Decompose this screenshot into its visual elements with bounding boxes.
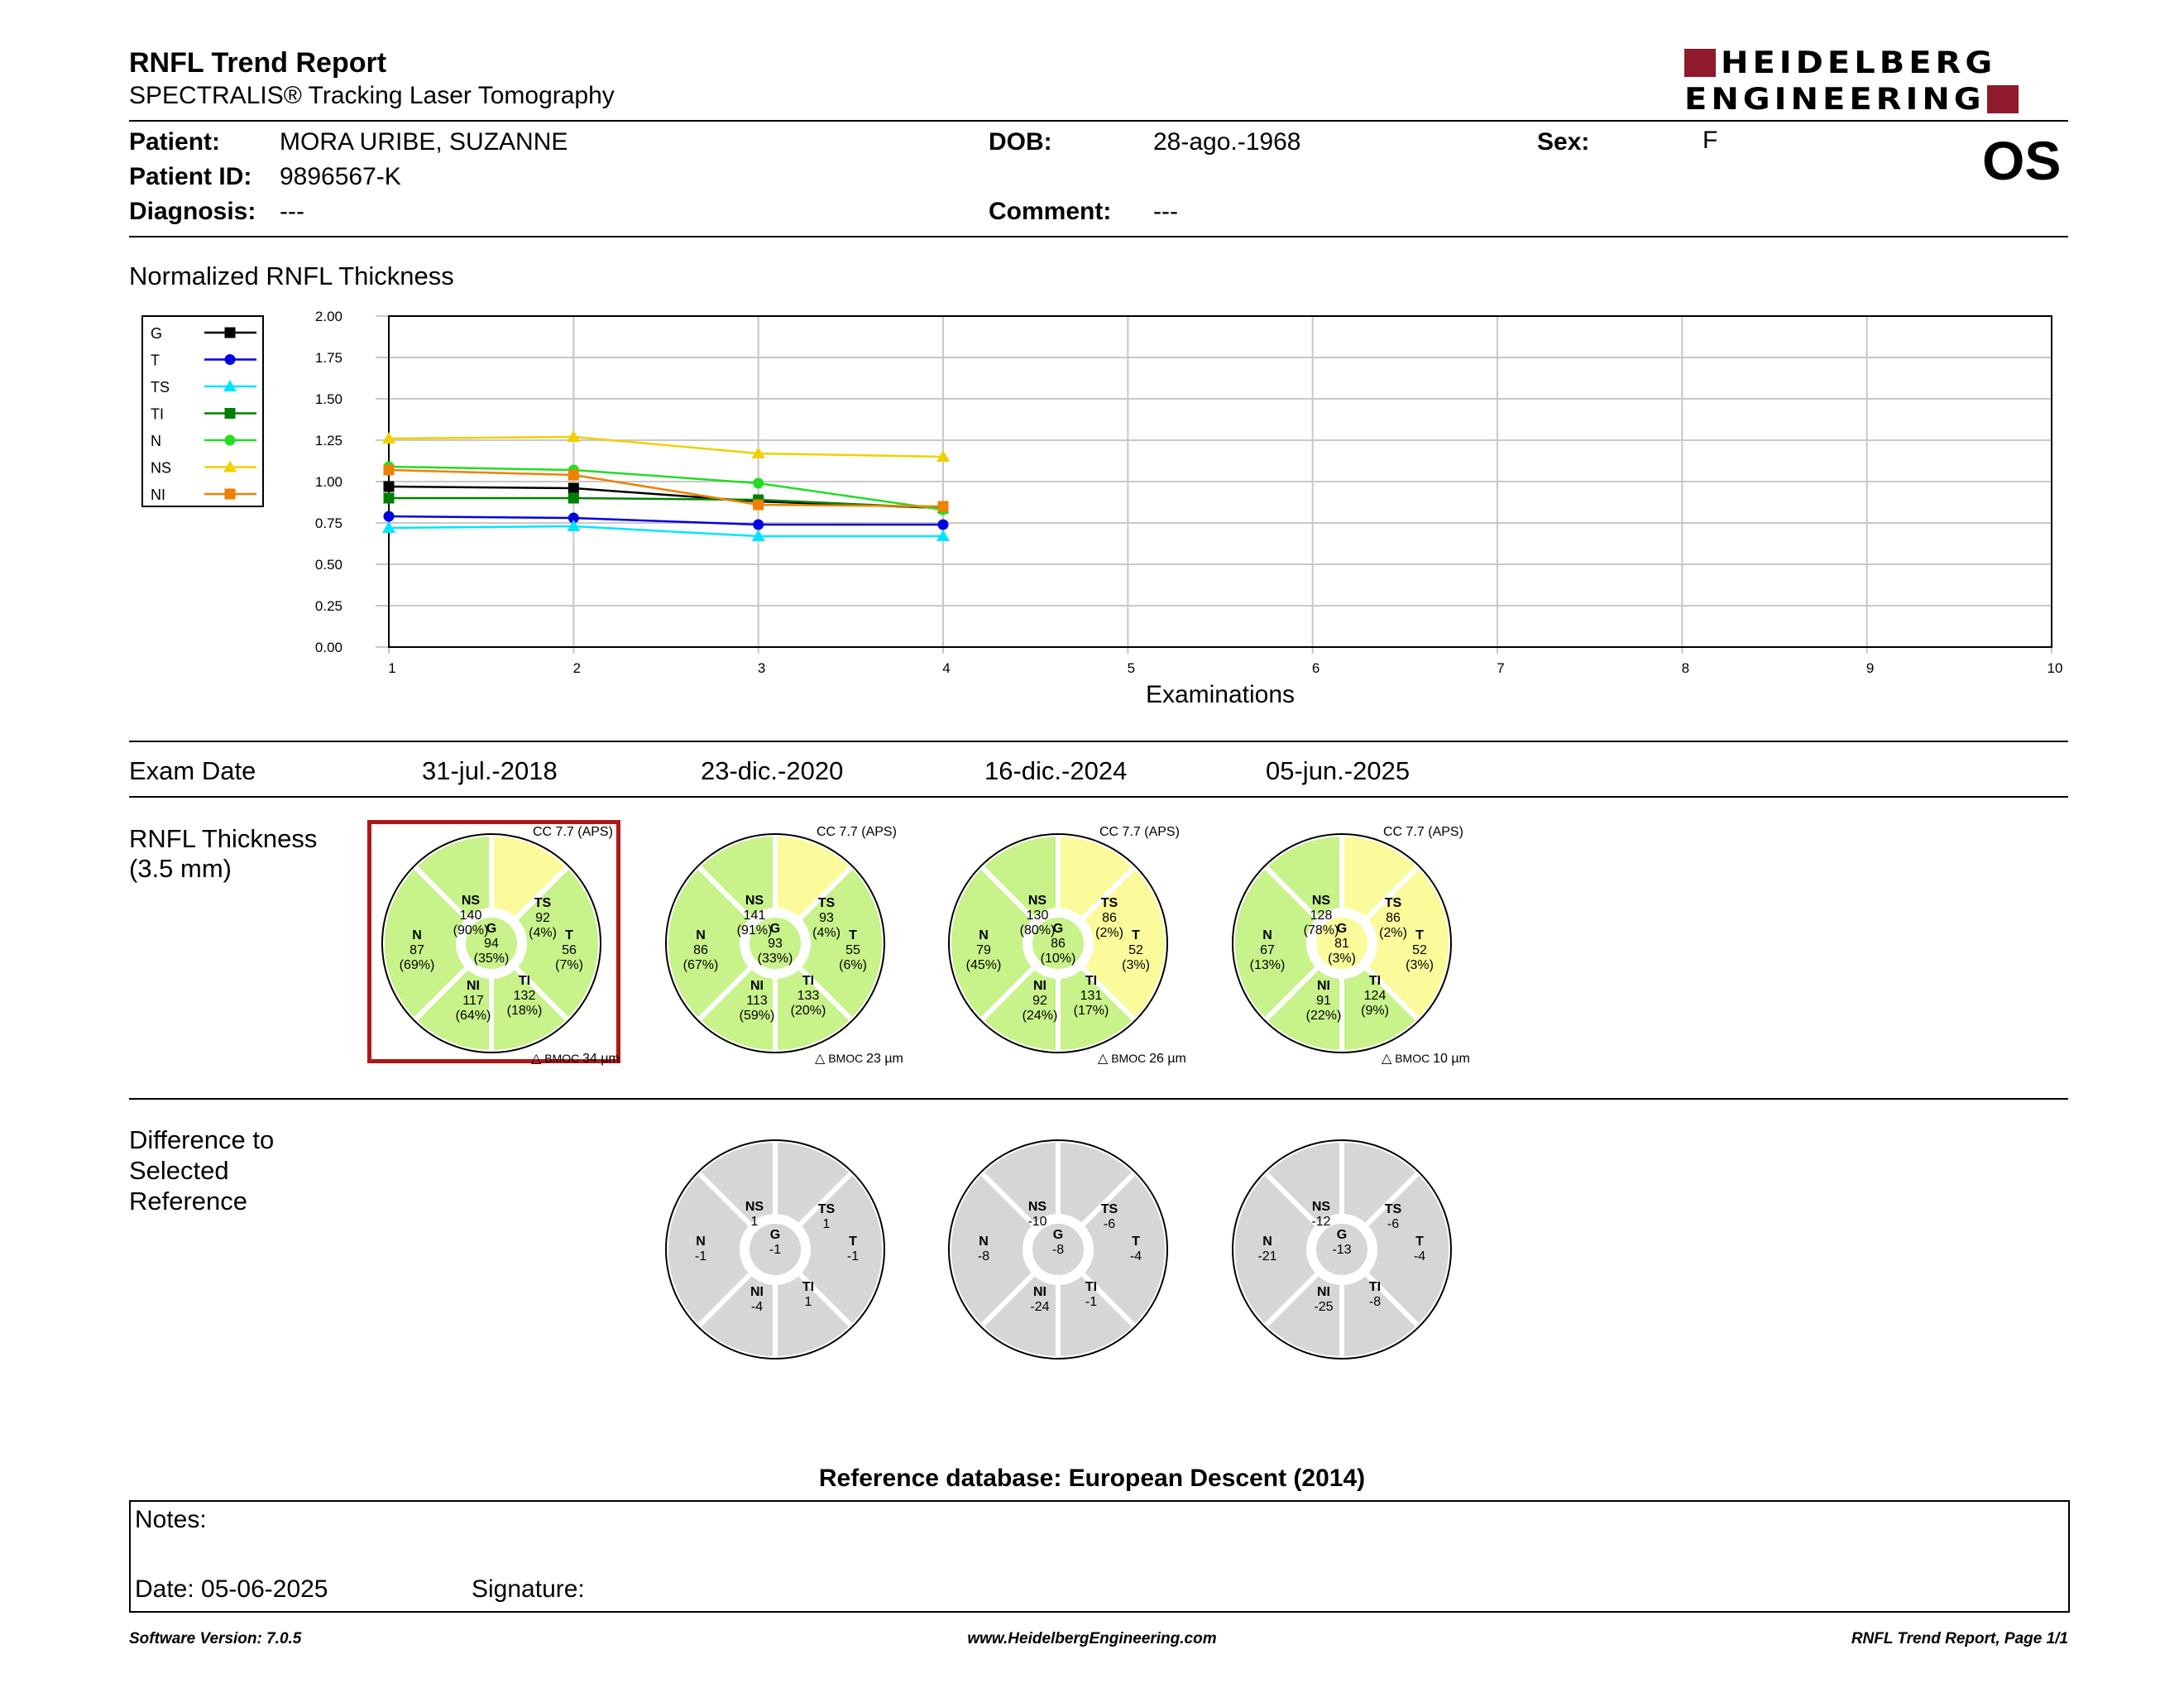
svg-text:T: T bbox=[1415, 1235, 1424, 1249]
svg-text:-4: -4 bbox=[1413, 1249, 1426, 1264]
svg-text:G: G bbox=[769, 1228, 781, 1242]
svg-text:N: N bbox=[696, 928, 706, 942]
svg-text:(3%): (3%) bbox=[1328, 952, 1356, 966]
bmo-offset bbox=[1382, 1050, 1470, 1067]
svg-text:TI: TI bbox=[518, 974, 531, 988]
sector-label-ni bbox=[750, 1285, 764, 1314]
delta-icon: △ bbox=[531, 1052, 542, 1066]
difference-sector-map[interactable] bbox=[1218, 1125, 1466, 1374]
svg-text:(2%): (2%) bbox=[1379, 926, 1407, 940]
logo-word-engineering: ENGINEERING bbox=[1684, 81, 1985, 117]
svg-text:79: 79 bbox=[976, 943, 991, 957]
logo-square-icon bbox=[1987, 85, 2019, 113]
x-tick-label: 10 bbox=[2047, 660, 2063, 676]
svg-text:NI: NI bbox=[467, 979, 480, 993]
rnfl-sector-map[interactable] bbox=[934, 819, 1182, 1067]
svg-text:TI: TI bbox=[1085, 1280, 1098, 1294]
difference-sector-map[interactable] bbox=[651, 1125, 899, 1374]
svg-text:(24%): (24%) bbox=[1022, 1009, 1058, 1023]
exam-date-label: Exam Date bbox=[129, 756, 256, 785]
y-tick-label: 0.50 bbox=[314, 557, 342, 573]
series-point bbox=[384, 465, 395, 476]
notes-date: Date: 05-06-2025 bbox=[135, 1575, 328, 1603]
chart-legend bbox=[142, 316, 263, 506]
legend-label: TI bbox=[151, 405, 164, 423]
svg-text:(10%): (10%) bbox=[1040, 952, 1076, 966]
reference-database: Reference database: European Descent (2014) bbox=[818, 1465, 1366, 1492]
difference-label-line1: Difference to bbox=[129, 1125, 275, 1154]
svg-text:T: T bbox=[1132, 1235, 1140, 1249]
svg-text:-10: -10 bbox=[1027, 1215, 1047, 1229]
svg-text:117: 117 bbox=[462, 994, 484, 1008]
svg-text:92: 92 bbox=[535, 911, 550, 925]
svg-text:-25: -25 bbox=[1314, 1300, 1334, 1314]
svg-text:1: 1 bbox=[822, 1217, 831, 1231]
heidelberg-engineering-logo bbox=[1684, 46, 2068, 116]
svg-text:94: 94 bbox=[484, 937, 499, 951]
bmo-prefix: BMOC bbox=[825, 1052, 867, 1065]
svg-text:TI: TI bbox=[1085, 974, 1098, 988]
svg-text:140: 140 bbox=[459, 909, 482, 923]
svg-text:92: 92 bbox=[1032, 994, 1047, 1008]
diagnosis-value: --- bbox=[280, 198, 304, 225]
svg-text:56: 56 bbox=[562, 943, 577, 957]
x-axis-label: Examinations bbox=[1145, 681, 1296, 708]
logo-word-heidelberg: HEIDELBERG bbox=[1721, 45, 1997, 81]
legend-marker bbox=[225, 408, 236, 419]
x-tick-label: 4 bbox=[942, 660, 951, 676]
svg-text:N: N bbox=[1262, 928, 1272, 942]
svg-text:-8: -8 bbox=[977, 1249, 990, 1264]
svg-text:128: 128 bbox=[1310, 909, 1333, 923]
patient-label: Patient: bbox=[129, 128, 221, 156]
svg-text:93: 93 bbox=[819, 911, 834, 925]
legend-label: NS bbox=[151, 459, 172, 477]
sector-label-n bbox=[695, 1235, 706, 1264]
svg-text:T: T bbox=[1132, 928, 1140, 942]
cc-label: CC 7.7 (APS) bbox=[1383, 825, 1463, 839]
bmo-offset bbox=[1098, 1050, 1186, 1067]
svg-text:TI: TI bbox=[1368, 1280, 1382, 1294]
svg-text:52: 52 bbox=[1128, 943, 1143, 957]
svg-text:113: 113 bbox=[746, 994, 768, 1008]
svg-text:-1: -1 bbox=[694, 1249, 707, 1264]
svg-text:(18%): (18%) bbox=[506, 1004, 543, 1018]
series-point bbox=[753, 520, 764, 530]
svg-text:TI: TI bbox=[802, 974, 815, 988]
bmo-prefix: BMOC bbox=[541, 1052, 583, 1065]
signature-label: Signature: bbox=[472, 1575, 585, 1603]
sector-label-ti bbox=[1085, 1280, 1097, 1309]
x-tick-label: 8 bbox=[1681, 660, 1690, 676]
svg-text:1: 1 bbox=[804, 1295, 812, 1309]
legend-label: N bbox=[151, 433, 161, 449]
svg-text:G: G bbox=[486, 922, 497, 936]
svg-text:132: 132 bbox=[513, 989, 536, 1003]
bmo-value: 34 µm bbox=[582, 1052, 620, 1066]
svg-text:67: 67 bbox=[1260, 943, 1275, 957]
svg-text:T: T bbox=[849, 928, 857, 942]
svg-text:55: 55 bbox=[845, 943, 860, 957]
sex-label: Sex: bbox=[1537, 128, 1590, 156]
svg-text:G: G bbox=[1052, 922, 1064, 936]
chart-section-title: Normalized RNFL Thickness bbox=[129, 261, 454, 290]
svg-text:-8: -8 bbox=[1368, 1295, 1382, 1309]
svg-text:TI: TI bbox=[802, 1280, 815, 1294]
bmo-offset bbox=[815, 1050, 903, 1067]
svg-text:(69%): (69%) bbox=[399, 958, 435, 972]
svg-text:-1: -1 bbox=[1085, 1295, 1098, 1309]
svg-text:TS: TS bbox=[817, 896, 836, 910]
svg-text:TS: TS bbox=[1384, 1202, 1402, 1216]
svg-text:TS: TS bbox=[1100, 1202, 1118, 1216]
thickness-label-line2: (3.5 mm) bbox=[129, 854, 232, 883]
y-tick-label: 1.75 bbox=[314, 350, 342, 366]
logo-row-top bbox=[1684, 46, 1996, 79]
svg-text:N: N bbox=[1262, 1235, 1272, 1249]
svg-text:(4%): (4%) bbox=[812, 926, 841, 940]
sex-value: F bbox=[1703, 127, 1718, 154]
x-tick-label: 2 bbox=[572, 660, 582, 676]
svg-text:86: 86 bbox=[1051, 937, 1066, 951]
x-tick-label: 9 bbox=[1866, 660, 1875, 676]
svg-text:NI: NI bbox=[1033, 1285, 1046, 1299]
cc-label: CC 7.7 (APS) bbox=[533, 825, 613, 839]
sector-label-g bbox=[1052, 1228, 1064, 1257]
svg-text:(45%): (45%) bbox=[965, 958, 1002, 972]
svg-text:NS: NS bbox=[1311, 894, 1331, 908]
svg-text:TS: TS bbox=[817, 1202, 836, 1216]
sector-label-ns bbox=[1311, 1200, 1330, 1229]
svg-text:52: 52 bbox=[1412, 943, 1427, 957]
rnfl-sector-map[interactable] bbox=[1218, 819, 1466, 1067]
report-title: RNFL Trend Report bbox=[129, 47, 387, 79]
chart-divider bbox=[129, 741, 2068, 742]
series-point bbox=[568, 493, 579, 504]
svg-text:(22%): (22%) bbox=[1305, 1009, 1342, 1023]
svg-text:-1: -1 bbox=[846, 1249, 860, 1264]
exam-date-3: 16-dic.-2024 bbox=[984, 756, 1128, 785]
x-tick-label: 5 bbox=[1127, 660, 1136, 676]
bmo-prefix: BMOC bbox=[1108, 1052, 1150, 1065]
svg-text:G: G bbox=[1336, 1228, 1348, 1242]
bmo-value: 26 µm bbox=[1149, 1052, 1186, 1066]
svg-text:TS: TS bbox=[1100, 896, 1118, 910]
svg-text:N: N bbox=[412, 928, 422, 942]
series-point bbox=[384, 493, 395, 504]
svg-text:(9%): (9%) bbox=[1361, 1004, 1389, 1018]
svg-text:TI: TI bbox=[1368, 974, 1382, 988]
svg-text:N: N bbox=[979, 928, 989, 942]
series-point bbox=[384, 511, 395, 522]
svg-text:131: 131 bbox=[1080, 989, 1103, 1003]
chart-grid bbox=[376, 316, 2052, 654]
rnfl-sector-map[interactable] bbox=[367, 819, 615, 1067]
comment-label: Comment: bbox=[989, 198, 1112, 225]
cc-label: CC 7.7 (APS) bbox=[1099, 825, 1180, 839]
svg-text:124: 124 bbox=[1363, 989, 1387, 1003]
sector-label-n bbox=[978, 1235, 989, 1264]
svg-text:91: 91 bbox=[1316, 994, 1331, 1008]
svg-text:T: T bbox=[565, 928, 573, 942]
logo-square-icon bbox=[1684, 49, 1716, 77]
svg-text:-24: -24 bbox=[1030, 1300, 1050, 1314]
svg-text:(4%): (4%) bbox=[529, 926, 557, 940]
svg-text:TS: TS bbox=[534, 896, 552, 910]
svg-text:86: 86 bbox=[1102, 911, 1117, 925]
y-tick-label: 1.25 bbox=[314, 433, 342, 448]
rnfl-sector-map[interactable] bbox=[651, 819, 899, 1067]
svg-text:NI: NI bbox=[1033, 979, 1046, 993]
dob-label: DOB: bbox=[989, 128, 1052, 156]
legend-marker bbox=[225, 354, 236, 365]
svg-text:-8: -8 bbox=[1051, 1243, 1065, 1257]
svg-text:(7%): (7%) bbox=[555, 958, 583, 972]
legend-label: G bbox=[151, 325, 163, 342]
series-point bbox=[384, 482, 395, 492]
series-point bbox=[938, 520, 949, 530]
svg-text:G: G bbox=[1336, 922, 1348, 936]
exam-date-4: 05-jun.-2025 bbox=[1266, 756, 1410, 785]
svg-text:(20%): (20%) bbox=[790, 1004, 826, 1018]
svg-text:141: 141 bbox=[743, 909, 766, 923]
svg-text:(35%): (35%) bbox=[473, 952, 510, 966]
dob-value: 28-ago.-1968 bbox=[1153, 128, 1301, 156]
series-point bbox=[753, 478, 764, 489]
patient-id-value: 9896567-K bbox=[280, 163, 401, 190]
exam-date-divider bbox=[129, 796, 2068, 798]
exam-date-1: 31-jul.-2018 bbox=[422, 756, 558, 785]
svg-text:G: G bbox=[769, 922, 781, 936]
svg-text:81: 81 bbox=[1334, 937, 1349, 951]
legend-label: T bbox=[151, 352, 160, 369]
svg-text:(90%): (90%) bbox=[453, 923, 489, 938]
patient-name: MORA URIBE, SUZANNE bbox=[280, 128, 568, 156]
series-point bbox=[568, 483, 579, 494]
logo-row-bottom bbox=[1684, 83, 2019, 116]
svg-text:-21: -21 bbox=[1257, 1249, 1277, 1264]
legend-marker bbox=[225, 489, 236, 500]
svg-text:N: N bbox=[696, 1235, 706, 1249]
svg-text:NS: NS bbox=[1311, 1200, 1331, 1214]
series-ns bbox=[382, 430, 950, 462]
footer-page: RNFL Trend Report, Page 1/1 bbox=[1851, 1630, 2068, 1647]
x-tick-label: 6 bbox=[1311, 660, 1320, 676]
x-tick-label: 7 bbox=[1497, 660, 1505, 676]
svg-text:(91%): (91%) bbox=[736, 923, 773, 938]
report-subtitle: SPECTRALIS® Tracking Laser Tomography bbox=[129, 82, 615, 109]
svg-text:NI: NI bbox=[1317, 979, 1330, 993]
sector-label-ns bbox=[1027, 1200, 1046, 1229]
svg-text:(2%): (2%) bbox=[1095, 926, 1123, 940]
bmo-prefix: BMOC bbox=[1391, 1052, 1434, 1065]
svg-text:NS: NS bbox=[1027, 1200, 1047, 1214]
svg-text:N: N bbox=[979, 1235, 989, 1249]
delta-icon: △ bbox=[1098, 1052, 1109, 1066]
legend-label: NI bbox=[151, 487, 165, 503]
x-tick-label: 1 bbox=[388, 660, 396, 676]
svg-text:(6%): (6%) bbox=[839, 958, 867, 972]
patient-id-label: Patient ID: bbox=[129, 163, 252, 190]
patient-divider bbox=[129, 236, 2068, 237]
delta-icon: △ bbox=[815, 1052, 826, 1066]
series-point bbox=[568, 470, 579, 481]
svg-text:(3%): (3%) bbox=[1122, 958, 1150, 972]
notes-box bbox=[129, 1500, 2070, 1613]
comment-value: --- bbox=[1153, 198, 1178, 225]
series-point bbox=[753, 500, 764, 511]
svg-text:G: G bbox=[1052, 1228, 1064, 1242]
svg-text:-6: -6 bbox=[1103, 1217, 1116, 1231]
svg-text:NI: NI bbox=[750, 1285, 764, 1299]
y-tick-label: 0.25 bbox=[314, 598, 342, 614]
svg-text:87: 87 bbox=[410, 943, 424, 957]
cc-label: CC 7.7 (APS) bbox=[817, 825, 897, 839]
svg-text:93: 93 bbox=[768, 937, 783, 951]
svg-text:NS: NS bbox=[1027, 894, 1047, 908]
svg-text:133: 133 bbox=[797, 989, 820, 1003]
diagnosis-label: Diagnosis: bbox=[129, 198, 256, 225]
svg-text:TS: TS bbox=[1384, 896, 1402, 910]
sector-label-g bbox=[769, 1228, 781, 1257]
svg-text:86: 86 bbox=[693, 943, 708, 957]
y-tick-label: 1.50 bbox=[314, 391, 342, 407]
svg-text:(33%): (33%) bbox=[757, 952, 793, 966]
series-line bbox=[389, 526, 943, 536]
svg-text:-12: -12 bbox=[1311, 1215, 1331, 1229]
svg-text:NS: NS bbox=[745, 894, 764, 908]
exam-date-2: 23-dic.-2020 bbox=[701, 756, 844, 785]
svg-text:NI: NI bbox=[750, 979, 764, 993]
svg-text:NS: NS bbox=[745, 1200, 764, 1214]
rnfl-trend-chart bbox=[124, 298, 2068, 712]
thickness-divider bbox=[129, 1098, 2068, 1100]
svg-text:(80%): (80%) bbox=[1019, 923, 1056, 938]
delta-icon: △ bbox=[1382, 1052, 1392, 1066]
y-tick-label: 2.00 bbox=[314, 309, 342, 324]
thickness-label-line1: RNFL Thickness bbox=[129, 824, 318, 853]
series-point bbox=[938, 501, 949, 512]
difference-label-line3: Reference bbox=[129, 1187, 248, 1216]
svg-text:(67%): (67%) bbox=[682, 958, 719, 972]
legend-marker bbox=[225, 328, 236, 338]
svg-text:(3%): (3%) bbox=[1406, 958, 1434, 972]
svg-text:130: 130 bbox=[1026, 909, 1049, 923]
svg-text:NS: NS bbox=[461, 894, 481, 908]
svg-text:(13%): (13%) bbox=[1249, 958, 1286, 972]
svg-text:-4: -4 bbox=[750, 1300, 764, 1314]
y-tick-label: 1.00 bbox=[314, 474, 342, 490]
svg-text:T: T bbox=[1415, 928, 1424, 942]
svg-text:-4: -4 bbox=[1129, 1249, 1142, 1264]
difference-label-line2: Selected bbox=[129, 1156, 229, 1185]
eye-indicator: OS bbox=[1982, 130, 2062, 191]
difference-sector-map[interactable] bbox=[934, 1125, 1182, 1374]
y-tick-label: 0.00 bbox=[314, 640, 342, 655]
legend-label: TS bbox=[151, 379, 170, 396]
footer-website: www.HeidelbergEngineering.com bbox=[967, 1630, 1217, 1647]
legend-marker bbox=[225, 435, 236, 446]
x-tick-label: 3 bbox=[757, 660, 766, 676]
svg-text:1: 1 bbox=[750, 1215, 759, 1229]
svg-text:(59%): (59%) bbox=[739, 1009, 775, 1023]
svg-text:(17%): (17%) bbox=[1073, 1004, 1109, 1018]
svg-text:86: 86 bbox=[1386, 911, 1401, 925]
y-tick-label: 0.75 bbox=[314, 516, 342, 531]
bmo-value: 23 µm bbox=[866, 1052, 903, 1066]
svg-text:T: T bbox=[849, 1235, 857, 1249]
svg-text:(64%): (64%) bbox=[455, 1009, 491, 1023]
footer-software-version: Software Version: 7.0.5 bbox=[129, 1630, 302, 1647]
svg-text:-6: -6 bbox=[1387, 1217, 1400, 1231]
sector-label-ti bbox=[1369, 1280, 1381, 1309]
svg-text:-1: -1 bbox=[769, 1243, 782, 1257]
svg-text:-13: -13 bbox=[1332, 1243, 1352, 1257]
svg-text:(78%): (78%) bbox=[1303, 923, 1339, 938]
bmo-value: 10 µm bbox=[1433, 1052, 1470, 1066]
svg-text:NI: NI bbox=[1317, 1285, 1330, 1299]
notes-label: Notes: bbox=[135, 1506, 207, 1533]
bmo-offset bbox=[531, 1050, 620, 1067]
header-divider bbox=[129, 120, 2068, 122]
